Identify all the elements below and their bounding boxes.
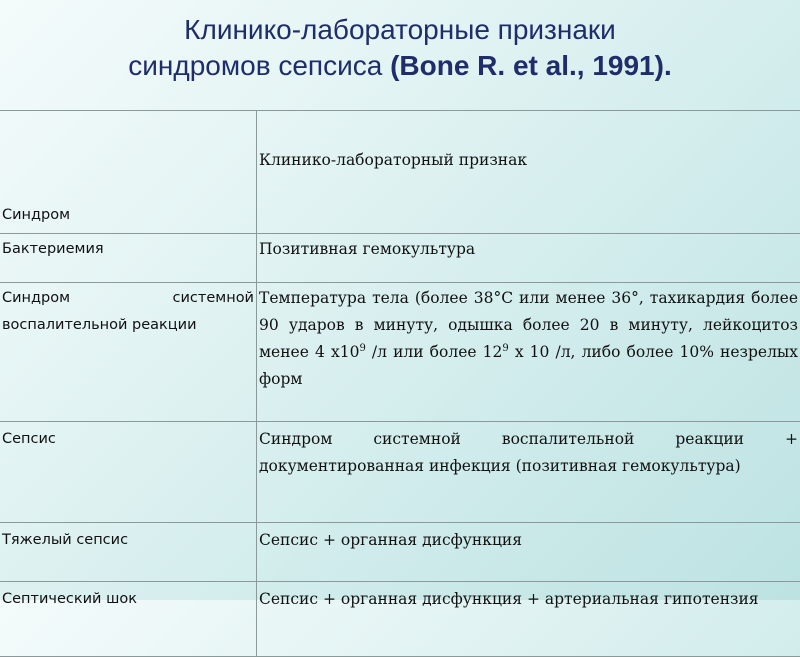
cell-sign: Сепсис + органная дисфункция + артериальная гипотензия bbox=[257, 582, 800, 657]
title-line-2-main: синдромов сепсиса bbox=[128, 50, 390, 81]
cell-syndrome: Бактериемия bbox=[0, 234, 257, 283]
header-sign: Клинико-лабораторный признак bbox=[257, 111, 800, 234]
cell-sign: Сепсис + органная дисфункция bbox=[257, 523, 800, 582]
sign-text-1: Температура тела (более 38°С или менее 36°, тахикардия более 90 ударов в минуту, одышка более 20 в минуту, лейкоцитоз менее 4 х10 bbox=[259, 289, 798, 361]
cell-syndrome: Септический шок bbox=[0, 582, 257, 657]
cell-sign: Позитивная гемокультура bbox=[257, 234, 800, 283]
cell-syndrome: Тяжелый сепсис bbox=[0, 523, 257, 582]
table-row bbox=[0, 283, 800, 422]
cell-syndrome: Сепсис bbox=[0, 422, 257, 523]
cell-sign bbox=[257, 283, 800, 422]
table-row bbox=[0, 523, 800, 582]
sign-sup-1: 9 bbox=[359, 343, 365, 354]
sign-sup-2: 9 bbox=[502, 343, 508, 354]
cell-syndrome: Синдром системной воспалительной реакции bbox=[0, 283, 257, 422]
title-reference: (Bone R. et al., 1991). bbox=[390, 50, 672, 81]
table-header-row bbox=[0, 111, 800, 234]
title-line-2 bbox=[0, 48, 800, 84]
table-row bbox=[0, 234, 800, 283]
title-line-1: Клинико-лабораторные признаки bbox=[0, 12, 800, 48]
sign-text-3: х 10 /л, либо более 10% незрелых форм bbox=[259, 343, 798, 388]
cell-sign: Синдром системной воспалительной реакции + документированная инфекция (позитивная гемокультура) bbox=[257, 422, 800, 523]
header-syndrome: Синдром bbox=[0, 111, 257, 234]
sepsis-syndromes-table bbox=[0, 110, 800, 657]
slide-title bbox=[0, 12, 800, 84]
table-row bbox=[0, 422, 800, 523]
table-row bbox=[0, 582, 800, 657]
sign-text-2: /л или более 12 bbox=[366, 343, 503, 361]
